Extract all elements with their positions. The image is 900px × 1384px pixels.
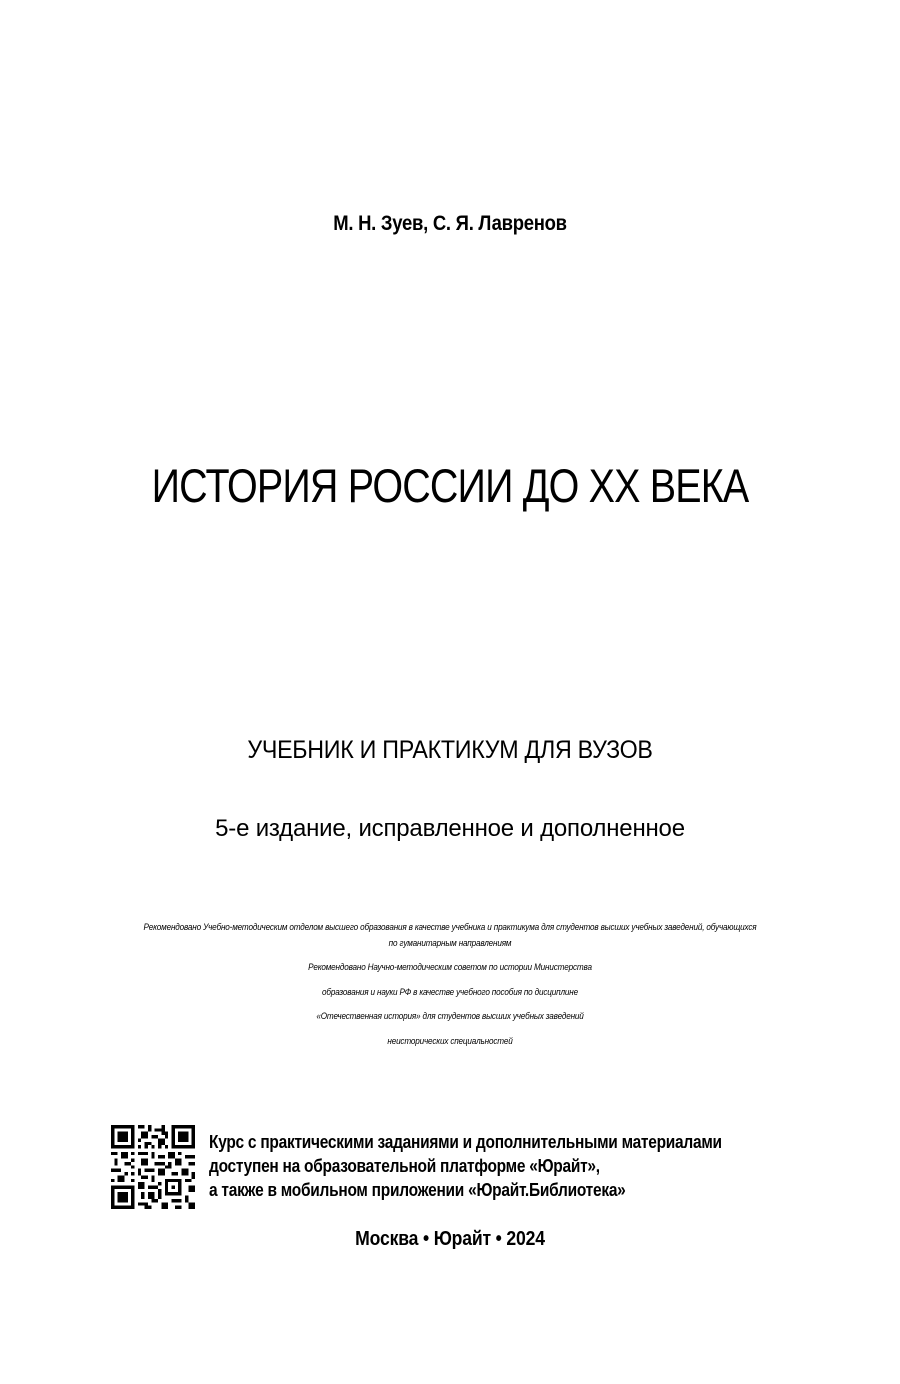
publisher-imprint: Москва • Юрайт • 2024 bbox=[355, 1228, 545, 1250]
recommendation-line: по гуманитарным направлениям bbox=[388, 938, 512, 949]
recommendation-line: образования и науки РФ в качестве учебного пособия по дисциплине bbox=[322, 987, 578, 998]
recommendation-line: неисторических специальностей bbox=[387, 1036, 513, 1047]
course-info-line: доступен на образовательной платформе «Юрайт», bbox=[209, 1156, 600, 1176]
recommendation-line: Рекомендовано Научно-методическим советом по истории Министерства bbox=[308, 962, 592, 973]
qr-code-icon bbox=[111, 1125, 195, 1209]
book-title: ИСТОРИЯ РОССИИ ДО XX ВЕКА bbox=[151, 459, 749, 512]
recommendation-line: «Отечественная история» для студентов высших учебных заведений bbox=[316, 1011, 584, 1022]
course-info bbox=[209, 1130, 722, 1202]
edition-note: 5-е издание, исправленное и дополненное bbox=[215, 815, 685, 842]
course-info-line: а также в мобильном приложении «Юрайт.Библиотека» bbox=[209, 1180, 626, 1200]
course-info-line: Курс с практическими заданиями и дополнительными материалами bbox=[209, 1132, 722, 1152]
recommendation-line: Рекомендовано Учебно-методическим отделом высшего образования в качестве учебника и практикума для студентов высших учебных заведений, обучающихся bbox=[143, 922, 757, 933]
book-authors: М. Н. Зуев, С. Я. Лавренов bbox=[333, 212, 567, 235]
book-subtitle: УЧЕБНИК И ПРАКТИКУМ ДЛЯ ВУЗОВ bbox=[247, 736, 653, 764]
